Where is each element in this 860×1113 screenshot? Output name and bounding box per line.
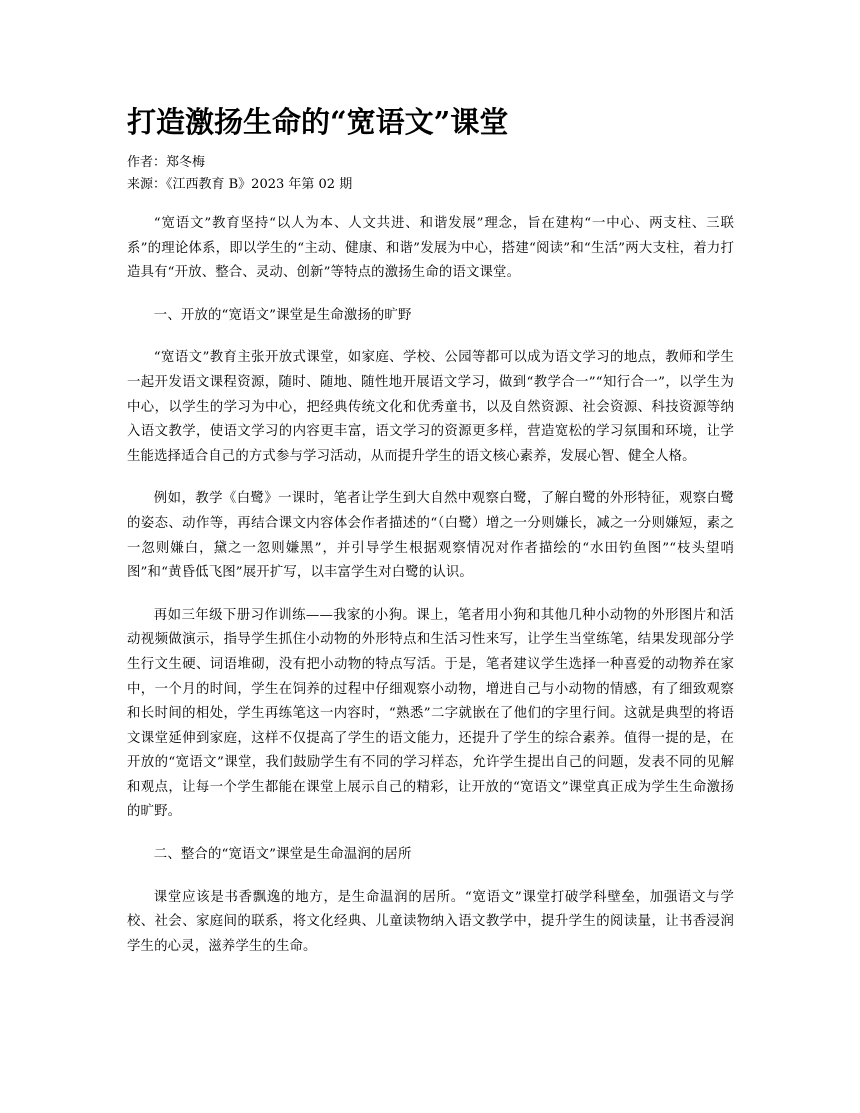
article-meta (127, 152, 734, 196)
paragraph-egret-example: 例如，教学《白鹭》一课时，笔者让学生到大自然中观察白鹭，了解白鹭的外形特征，观察白鹭的姿态、动作等，再结合课文内容体会作者描述的“（白鹭）增之一分则嫌长，减之一分则嫌短，素之一忽则嫌白，黛之一忽则嫌黑”，并引导学生根据观察情况对作者描绘的“水田钓鱼图”“枝头望哨图”和“黄昏低飞图”展开扩写，以丰富学生对白鹭的认识。 (127, 491, 734, 581)
section-heading-2: 二、整合的“宽语文”课堂是生命温润的居所 (153, 847, 412, 863)
article-title: 打造激扬生命的“宽语文”课堂 (127, 105, 509, 139)
paragraph-open-classroom: “宽语文”教育主张开放式课堂，如家庭、学校、公园等都可以成为语文学习的地点，教师和学生一起开发语文课程资源，随时、随地、随性地开展语文学习，做到“教学合一”“知行合一”，以学生为中心，以学生的学习为中心，把经典传统文化和优秀童书，以及自然资源、社会资源、科技资源等纳入语文教学，使语文学习的内容更丰富，语文学习的资源更多样，营造宽松的学习氛围和环境，让学生能选择适合自己的方式参与学习活动，从而提升学生的语文核心素养，发展心智、健全人格。 (127, 350, 734, 464)
author-line: 作者：郑冬梅 (127, 155, 206, 170)
document-page (127, 100, 734, 977)
paragraph-integrated-classroom: 课堂应该是书香飘逸的地方，是生命温润的居所。“宽语文”课堂打破学科壁垒，加强语文与学校、社会、家庭间的联系，将文化经典、儿童读物纳入语文教学中，提升学生的阅读量，让书香浸润学生的心灵，滋养学生的生命。 (127, 889, 734, 954)
section-heading-1: 一、开放的“宽语文”课堂是生命激扬的旷野 (153, 307, 412, 323)
source-line: 来源：《江西教育 B》2023 年第 02 期 (127, 177, 353, 192)
intro-paragraph: “宽语文”教育坚持“以人为本、人文共进、和谐发展”理念，旨在建构“一中心、两支柱、三联系”的理论体系，即以学生的“主动、健康、和谐”发展为中心，搭建“阅读”和“生活”两大支柱，着力打造具有“开放、整合、灵动、创新”等特点的激扬生命的语文课堂。 (127, 216, 734, 281)
paragraph-puppy-example: 再如三年级下册习作训练——我家的小狗。课上，笔者用小狗和其他几种小动物的外形图片和活动视频做演示，指导学生抓住小动物的外形特点和生活习性来写，让学生当堂练笔，结果发现部分学生行文生硬、词语堆砌，没有把小动物的特点写活。于是，笔者建议学生选择一种喜爱的动物养在家中，一个月的时间，学生在饲养的过程中仔细观察小动物，增进自己与小动物的情感，有了细致观察和长时间的相处，学生再练笔这一内容时，“熟悉”二字就嵌在了他们的字里行间。这就是典型的将语文课堂延伸到家庭，这样不仅提高了学生的语文能力，还提升了学生的综合素养。值得一提的是，在开放的“宽语文”课堂，我们鼓励学生有不同的学习样态，允许学生提出自己的问题，发表不同的见解和观点，让每一个学生都能在课堂上展示自己的精彩，让开放的“宽语文”课堂真正成为学生生命激扬的旷野。 (127, 607, 734, 820)
